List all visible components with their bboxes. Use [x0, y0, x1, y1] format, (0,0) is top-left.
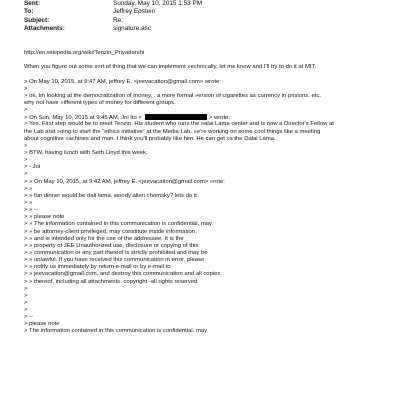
- quote-line: > ok, Im looking at the democratization of money, . a more formal »ersion of cigarettes as currency in prisions. etc.: [24, 92, 322, 99]
- body-line: When you figure out some sort of thing that we can implement »echnically, let me know and I'll try to do it at MIT.: [24, 64, 317, 71]
- quote-line: > »: [24, 185, 33, 192]
- quote-line: > » notify us immediately by return e-mail or by e-mail to: [24, 264, 171, 271]
- subject-label: Subject:: [24, 16, 50, 24]
- quote-line: >: [24, 307, 28, 314]
- quote-line: >: [24, 85, 28, 92]
- redaction-block: [145, 114, 207, 120]
- wikipedia-link: http://en.wikipedia.org/wiki/Tenzin_Priyadarshi: [24, 50, 145, 56]
- subject-row: [24, 17, 384, 25]
- quote-line: > BTW, having lunch with Seth Lloyd this week.: [24, 149, 148, 156]
- email-body: [24, 50, 386, 336]
- quote-line: > The information contained in this communication is confidential, may: [24, 328, 208, 335]
- attachments-row: [24, 25, 384, 33]
- blank-line: [24, 57, 386, 64]
- to-label: To:: [24, 8, 34, 16]
- quote-line: >: [24, 157, 28, 164]
- quote-line: > »: [24, 199, 33, 206]
- quote-header-line: [24, 114, 386, 121]
- quote-line: >: [24, 107, 28, 114]
- quote-line: > » please note: [24, 214, 65, 221]
- quote-line: >: [24, 171, 28, 178]
- quote-header-line: > On May 10, 2015, at 9:47 AM, jeffrey E. <jeevacation@gmail.com> wrote:: [24, 78, 221, 85]
- quote-line: about cognitive »achines and man. I think you'll probably like him. He can get »s the Dalai Lama.: [24, 135, 276, 142]
- quote-line: > » --: [24, 207, 38, 214]
- sent-label: Sent:: [24, 0, 40, 7]
- quote-line: > » property of JEE Unauthorized use, disclosure or copying of this: [24, 242, 199, 249]
- quote-line: >: [24, 292, 28, 299]
- quote-line: > Yes. First step would be to meet Tenzin. His student who runs the »alai Lama center and is now a Director's Fellow at: [24, 121, 334, 128]
- to-value: Jeffrey Epstein: [113, 8, 156, 16]
- quote-line: > » jeevacation@gmail.com, and destroy this communication and all copies: [24, 271, 221, 278]
- quote-line: > - Joi: [24, 164, 41, 171]
- quote-line: > please note: [24, 321, 60, 328]
- sent-value: Sunday, May 10, 2015 1:53 PM: [113, 0, 203, 7]
- quote-line: >: [24, 142, 28, 149]
- quote-line: > --: [24, 314, 33, 321]
- quote-header-start: > On Sun, May 10, 2015 at 9:45 AM, Joi Ito <: [24, 115, 142, 122]
- quote-line: the Lab and »oing to start the "ethics initiative" at the Media Lab. »e're working on some cool things like a meeting: [24, 128, 321, 135]
- quote-line: > » and is intended only for the use of the addressee. It is the: [24, 235, 184, 242]
- quote-line: > » fun dinner would be dali lama. woody allen chomsky? lets do it: [24, 192, 197, 199]
- quote-line: > » The information contained in this communication is confidential, may: [24, 221, 212, 228]
- attachments-label: Attachments:: [24, 24, 65, 32]
- quote-line: > » communication or any part thereof is strictly prohibited and may be: [24, 249, 208, 256]
- quote-line: why not have »ifferent types of money for different groups.: [24, 99, 176, 106]
- email-header: [24, 0, 384, 33]
- quote-line: >: [24, 285, 28, 292]
- quote-line: > » thereof, including all attachments. copyright -all rights reserved: [24, 278, 198, 285]
- quote-line: > » be attorney-client privileged, may constitute inside information,: [24, 228, 197, 235]
- attachments-value: signature.asc: [113, 24, 152, 32]
- to-row: [24, 8, 384, 16]
- quote-header-line: > » On May 10, 2015, at 9:42 AM, jeffrey E. <jeevacation@gmail.com> »rote:: [24, 178, 225, 185]
- blank-line: [24, 71, 386, 78]
- quote-line: > » unlawful. If you have received this communication in error, please: [24, 257, 205, 264]
- quote-line: >: [24, 299, 28, 306]
- subject-value: Re:: [113, 16, 123, 24]
- quote-header-end: > wrote:: [208, 115, 231, 122]
- sent-row: [24, 0, 384, 8]
